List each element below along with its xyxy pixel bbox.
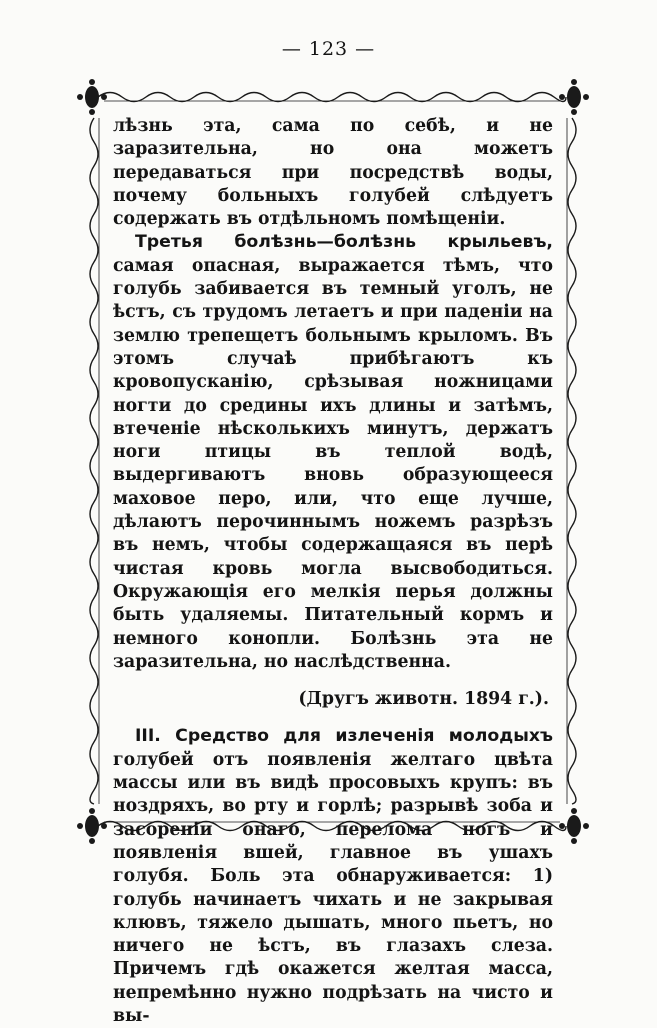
paragraph-3 bbox=[113, 725, 553, 1028]
paragraph-2-lead: Третья болѣзнь—болѣзнь крыльевъ, bbox=[135, 232, 553, 253]
text-block bbox=[113, 115, 553, 1028]
corner-ornament-bottom-right bbox=[559, 808, 589, 844]
corner-ornament-bottom-left bbox=[77, 808, 107, 844]
left-border bbox=[90, 118, 99, 804]
right-border bbox=[567, 118, 576, 804]
paragraph-3-text: голубей отъ появленія желтаго цвѣта массы или въ видѣ просовыхъ крупъ: въ ноздряхъ, во рту и горлѣ; разрывѣ зоба и засореніи онаго, перелома ногъ и появленія вшей, главное въ ушахъ голубя. Боль эта обнаруживается: 1) голубь начинаетъ чихать и не закрывая клювъ, тяжело дышать, много пьетъ, но ничего не ѣстъ, въ глазахъ слеза. Причемъ гдѣ окажется желтая масса, непремѣнно нужно подрѣзать на чисто и вы- bbox=[113, 749, 553, 1026]
page-number: — 123 — bbox=[281, 38, 376, 60]
citation: (Другъ животн. 1894 г.). bbox=[298, 689, 549, 710]
top-border bbox=[98, 93, 566, 102]
paragraph-2 bbox=[113, 231, 553, 674]
corner-ornament-top-left bbox=[77, 79, 107, 115]
paragraph-1: лѣзнь эта, сама по себѣ, и не заразительна, но она можетъ передаваться при посредствѣ воды, почему больныхъ голубей слѣдуетъ содержать въ отдѣльномъ помѣщеніи. bbox=[113, 116, 553, 230]
paragraph-2-text: самая опасная, выражается тѣмъ, что голубь забивается въ темный уголъ, не ѣстъ, съ трудомъ летаетъ и при паденіи на землю трепещетъ больнымъ крыломъ. Въ этомъ случаѣ прибѣгаютъ къ кровопусканію, срѣзывая ножницами ногти до средины ихъ длины и затѣмъ, втеченіе нѣсколькихъ минутъ, держатъ ноги птицы въ теплой водѣ, выдергиваютъ вновь образующееся маховое перо, или, что еще лучше, дѣлаютъ перочиннымъ ножемъ разрѣзъ въ немъ, чтобы содержащаяся въ перѣ чистая кровь могла высвободиться. Окружающія его мелкія перья должны быть удаляемы. Питательный кормъ и немного конопли. Болѣзнь эта не заразительна, но наслѣдственна. bbox=[113, 255, 553, 672]
paragraph-3-lead: III. Средство для излеченія молодыхъ bbox=[135, 726, 553, 747]
corner-ornament-top-right bbox=[559, 79, 589, 115]
